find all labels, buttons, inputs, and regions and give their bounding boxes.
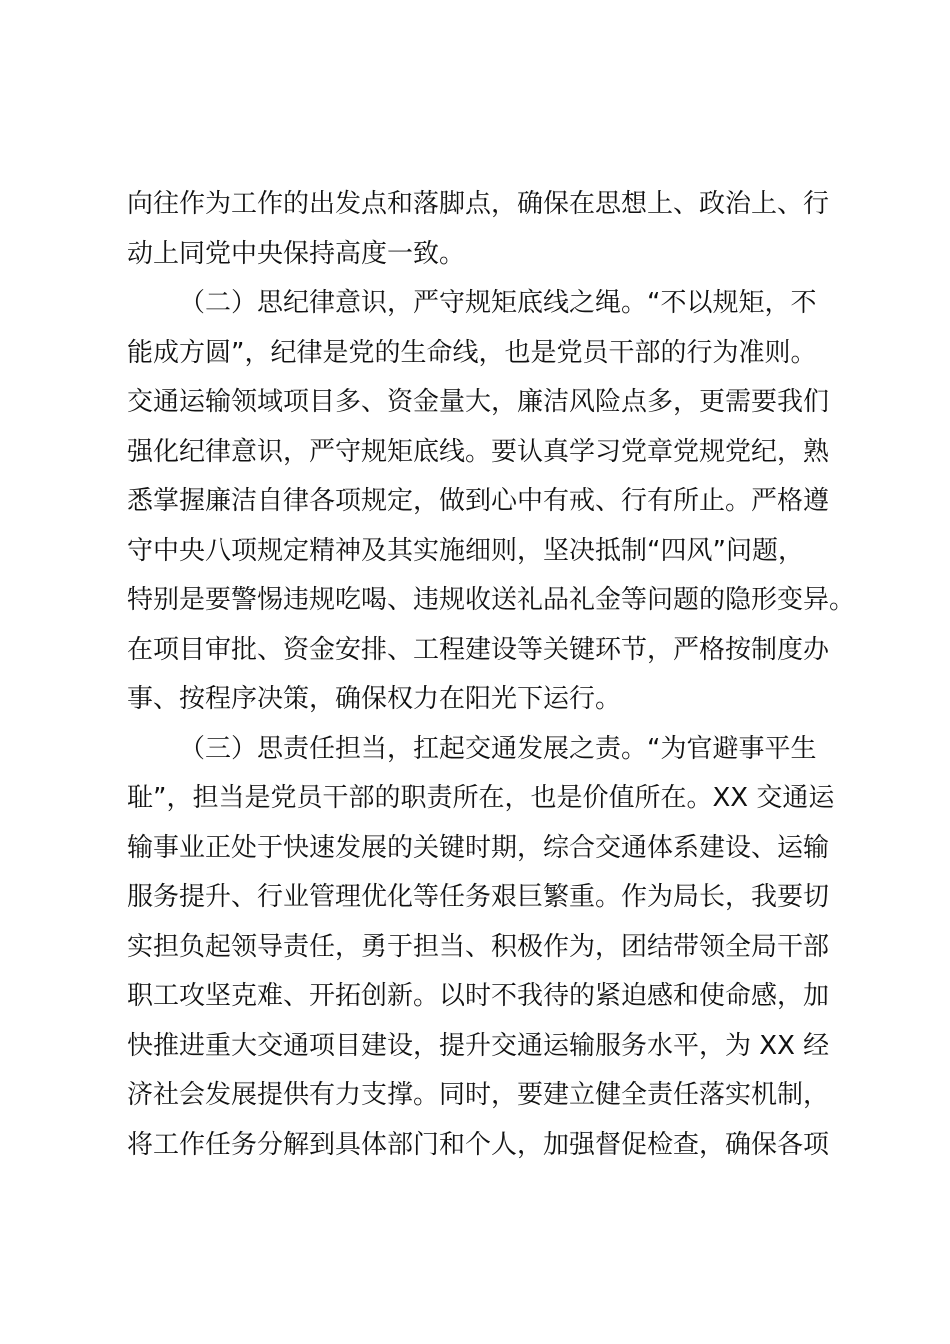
text-line-7: 悉掌握廉洁自律各项规定，做到心中有戒、行有所止。严格遵: [127, 486, 830, 516]
body-text: [127, 180, 856, 1170]
section-heading-3: （三）思责任担当，扛起交通发展之责。“为官避事平生: [179, 733, 817, 764]
text-line-9: 特别是要警惕违规吃喝、违规收送礼品礼金等问题的隐形变异。: [127, 585, 856, 615]
text-line-20: 将工作任务分解到具体部门和个人，加强督促检查，确保各项: [127, 1129, 830, 1160]
text-line-16: 实担负起领导责任，勇于担当、积极作为，团结带领全局干部: [127, 931, 830, 962]
section-heading-2: （二）思纪律意识，严守规矩底线之绳。“不以规矩，不: [179, 288, 817, 318]
text-line-17: 职工攻坚克难、开拓创新。以时不我待的紧迫感和使命感，加: [127, 981, 830, 1011]
text-line-15: 服务提升、行业管理优化等任务艰巨繁重。作为局长，我要切: [127, 882, 830, 912]
text-line-2: 动上同党中央保持高度一致。: [127, 238, 466, 269]
text-line-14: 输事业正处于快速发展的关键时期，综合交通体系建设、运输: [127, 832, 830, 863]
text-line-6: 强化纪律意识，严守规矩底线。要认真学习党章党规党纪，熟: [127, 436, 830, 467]
text-line-10: 在项目审批、资金安排、工程建设等关键环节，严格按制度办: [127, 634, 830, 665]
text-line-19: 济社会发展提供有力支撑。同时，要建立健全责任落实机制，: [127, 1080, 830, 1110]
text-line-18: 快推进重大交通项目建设，提升交通运输服务水平，为 XX 经: [127, 1030, 830, 1061]
text-line-5: 交通运输领域项目多、资金量大，廉洁风险点多，更需要我们: [127, 387, 830, 417]
text-line-11: 事、按程序决策，确保权力在阳光下运行。: [127, 684, 622, 714]
text-line-13: 耻”，担当是党员干部的职责所在，也是价值所在。XX 交通运: [127, 783, 835, 813]
text-line-8: 守中央八项规定精神及其实施细则，坚决抵制“四风”问题，: [127, 535, 804, 566]
text-line-4: 能成方圆”，纪律是党的生命线，也是党员干部的行为准则。: [127, 337, 817, 368]
text-line-1: 向往作为工作的出发点和落脚点，确保在思想上、政治上、行: [127, 189, 830, 219]
